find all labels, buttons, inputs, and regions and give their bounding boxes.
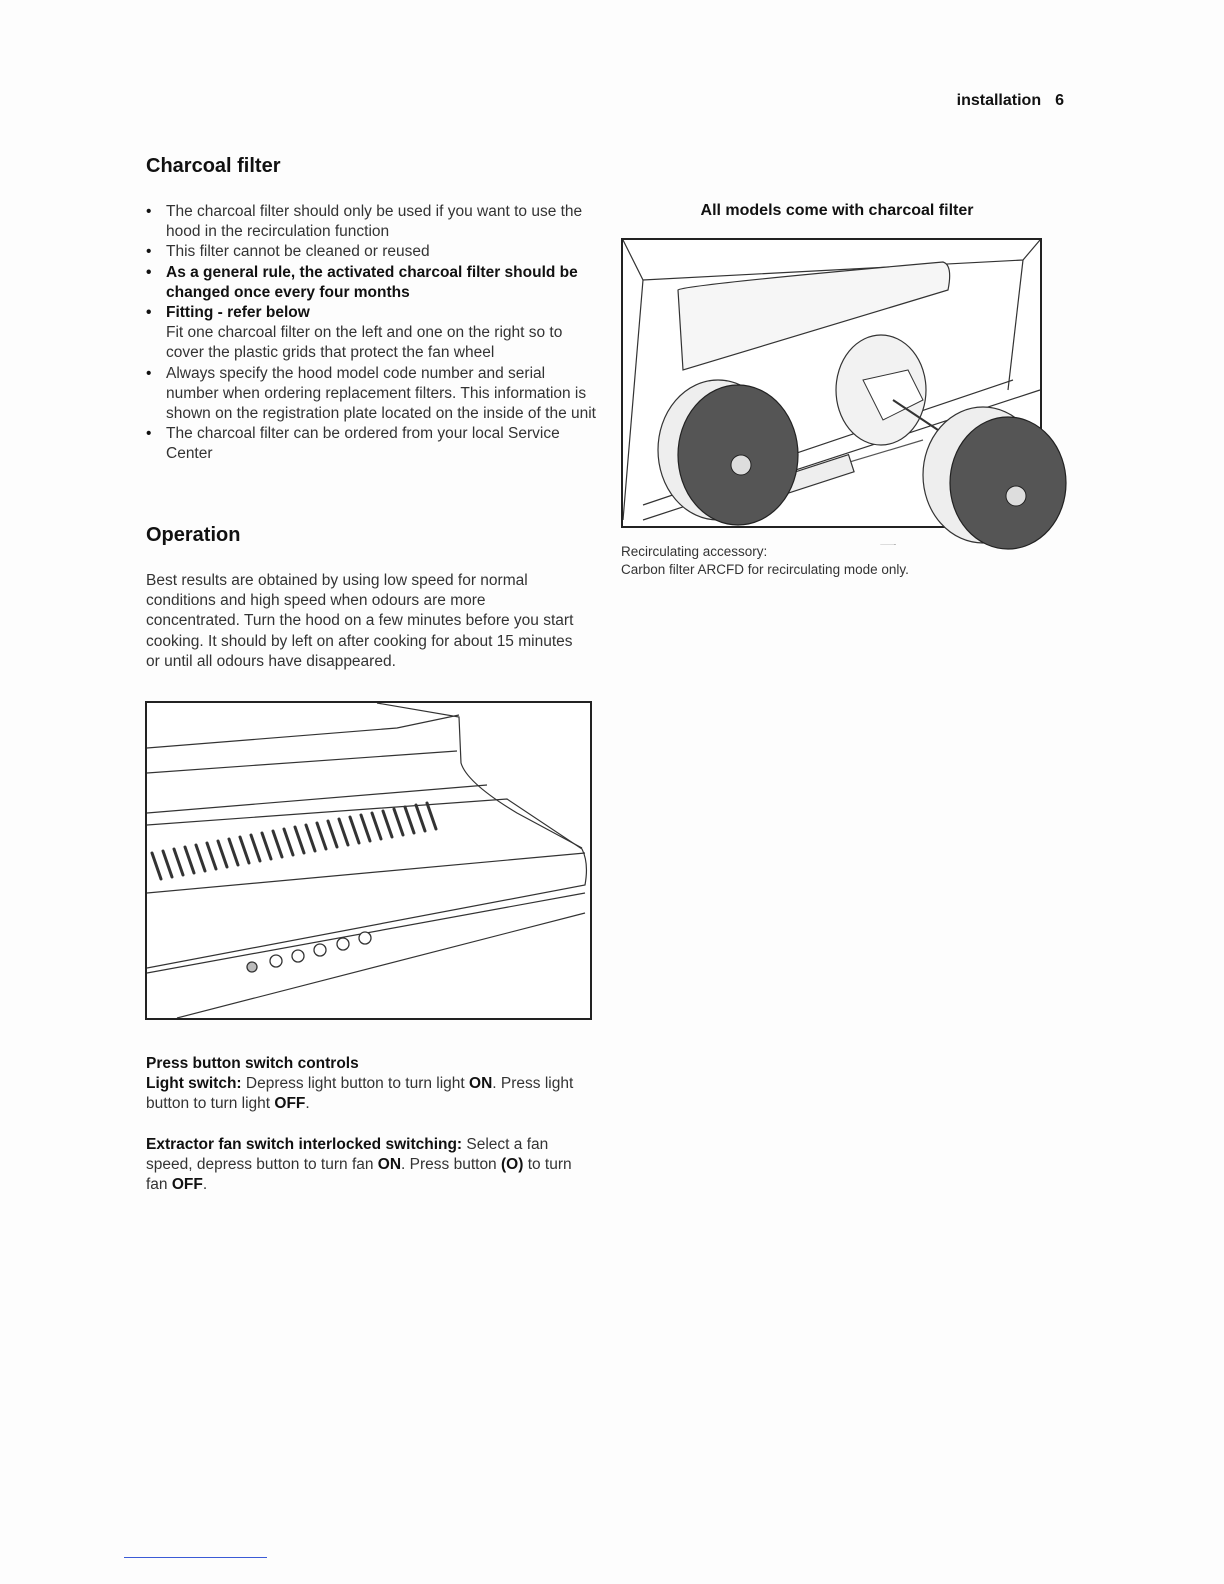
- charcoal-filter-list-container: [146, 202, 596, 465]
- charcoal-filter-list: [146, 202, 596, 465]
- fan-switch-text-2: . Press button: [401, 1155, 501, 1173]
- fan-speed-2-button[interactable]: [337, 938, 349, 950]
- footer-link-underline: [124, 1557, 267, 1558]
- fan-switch-text-3: to turn fan: [146, 1155, 572, 1194]
- charcoal-filter-illustration: [621, 238, 1042, 528]
- fan-switch-end: .: [202, 1176, 208, 1194]
- light-switch-text-2: . Press light button to turn light: [146, 1075, 574, 1113]
- hood-controls-illustration: [145, 701, 592, 1020]
- indicator-light: [247, 962, 257, 972]
- controls-text-container: [146, 1054, 591, 1195]
- fan-off-button-label: (O): [501, 1155, 524, 1173]
- fan-speed-3-button[interactable]: [359, 932, 371, 944]
- list-item: • The charcoal filter can be ordered from your local Service Center: [146, 424, 596, 464]
- light-switch-paragraph: [146, 1074, 591, 1114]
- page-header: [957, 92, 1064, 110]
- page-number: 6: [1055, 92, 1064, 109]
- operation-text-container: [146, 571, 576, 672]
- light-off-label: OFF: [274, 1095, 306, 1113]
- operation-paragraph: Best results are obtained by using low speed for normal conditions and high speed when odours are more concentrated. Turn the hood on a few minutes before you start cooking. It should by left on after cooking for about 15 minutes or until all odours have disappeared.: [146, 572, 574, 670]
- list-item: • Always specify the hood model code number and serial number when ordering replacement filters. This information is shown on the registration plate located on the inside of the unit: [146, 364, 596, 425]
- right-charcoal-filter: [923, 407, 1066, 549]
- light-switch-label: Light switch:: [146, 1075, 242, 1093]
- light-button[interactable]: [270, 955, 282, 967]
- controls-heading: [146, 1054, 591, 1074]
- fan-speed-1-button[interactable]: [314, 944, 326, 956]
- list-item: • This filter cannot be cleaned or reused: [146, 242, 596, 262]
- charcoal-filter-heading: Charcoal filter: [146, 155, 281, 177]
- fan-wheel: [836, 335, 953, 445]
- fan-off-label: OFF: [171, 1176, 203, 1194]
- fan-off-button[interactable]: [292, 950, 304, 962]
- fitting-detail: Fit one charcoal filter on the left and one on the right so to cover the plastic grids that protect the fan wheel: [166, 324, 563, 362]
- list-item: • As a general rule, the activated charcoal filter should be changed once every four months: [146, 263, 596, 303]
- caption-line-1: Recirculating accessory:: [621, 544, 768, 559]
- list-item: • The charcoal filter should only be used if you want to use the hood in the recirculation function: [146, 202, 596, 242]
- operation-heading: Operation: [146, 524, 241, 546]
- caption-line-2: Carbon filter ARCFD for recirculating mode only.: [621, 562, 909, 577]
- fan-switch-text-1: Select a fan speed, depress button to turn fan: [146, 1135, 549, 1173]
- list-item: [146, 303, 596, 364]
- right-figure-title: All models come with charcoal filter: [700, 202, 974, 219]
- fan-on-label: ON: [377, 1155, 402, 1173]
- filter-drawing: [623, 240, 1073, 560]
- left-charcoal-filter: [658, 380, 798, 525]
- fan-switch-paragraph: [146, 1135, 591, 1196]
- hood-drawing: [147, 703, 590, 1018]
- light-on-label: ON: [469, 1075, 493, 1093]
- right-figure-caption: [621, 543, 909, 579]
- section-title: installation: [956, 92, 1042, 109]
- fitting-label: Fitting - refer below: [166, 304, 310, 322]
- light-switch-text-1: Depress light button to turn light: [241, 1075, 470, 1093]
- caption-arrow-icon: [826, 544, 950, 545]
- controls-heading-text: Press button switch controls: [146, 1055, 359, 1072]
- fan-switch-label: Extractor fan switch interlocked switching:: [146, 1135, 463, 1153]
- light-switch-end: .: [305, 1095, 310, 1113]
